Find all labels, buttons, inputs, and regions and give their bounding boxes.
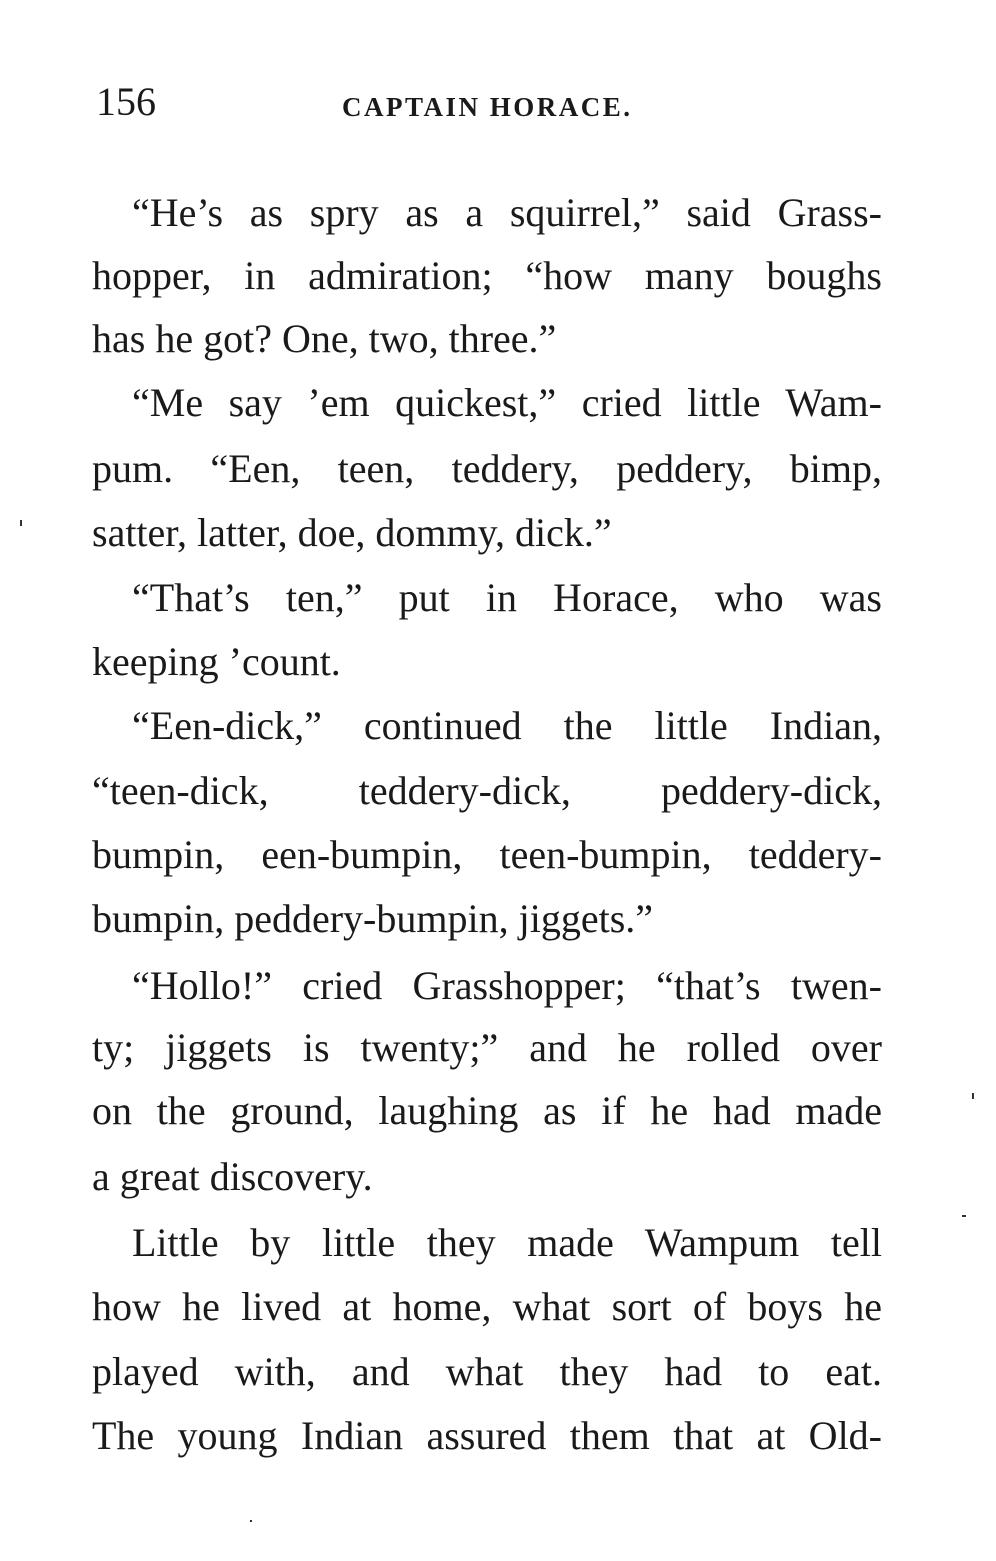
text-line: “Hollo!” cried Grasshopper; “that’s twen- [132,963,882,1008]
text-line: satter, latter, doe, dommy, dick.” [92,510,612,555]
text-line: played with, and what they had to eat. [92,1349,882,1394]
text-line: how he lived at home, what sort of boys he [92,1284,882,1329]
scan-speck [250,1520,252,1522]
text-line: on the ground, laughing as if he had made [92,1088,882,1133]
text-line: Little by little they made Wampum tell [132,1220,882,1265]
text-line: keeping ’count. [92,639,341,684]
text-line: bumpin, een-bumpin, teen-bumpin, teddery- [92,832,882,877]
text-line: a great discovery. [92,1154,373,1199]
text-line: The young Indian assured them that at Old- [92,1413,882,1458]
text-line: “That’s ten,” put in Horace, who was [132,575,882,620]
running-head: CAPTAIN HORACE. [342,92,633,122]
text-line: “He’s as spry as a squirrel,” said Grass- [132,190,882,235]
text-line: “teen-dick, teddery-dick, peddery-dick, [92,768,882,813]
text-line: ty; jiggets is twenty;” and he rolled over [92,1025,882,1070]
text-line: hopper, in admiration; “how many boughs [92,253,882,298]
scan-speck [972,1093,974,1099]
scan-speck [20,520,22,526]
text-line: pum. “Een, teen, teddery, peddery, bimp, [92,446,882,491]
page-number: 156 [96,79,156,124]
text-line: “Een-dick,” continued the little Indian, [132,703,882,748]
text-line: “Me say ’em quickest,” cried little Wam- [132,380,882,425]
text-line: bumpin, peddery-bumpin, jiggets.” [92,896,654,941]
scan-speck [962,1215,966,1217]
page-header [96,78,886,128]
text-line: has he got? One, two, three.” [92,316,557,361]
